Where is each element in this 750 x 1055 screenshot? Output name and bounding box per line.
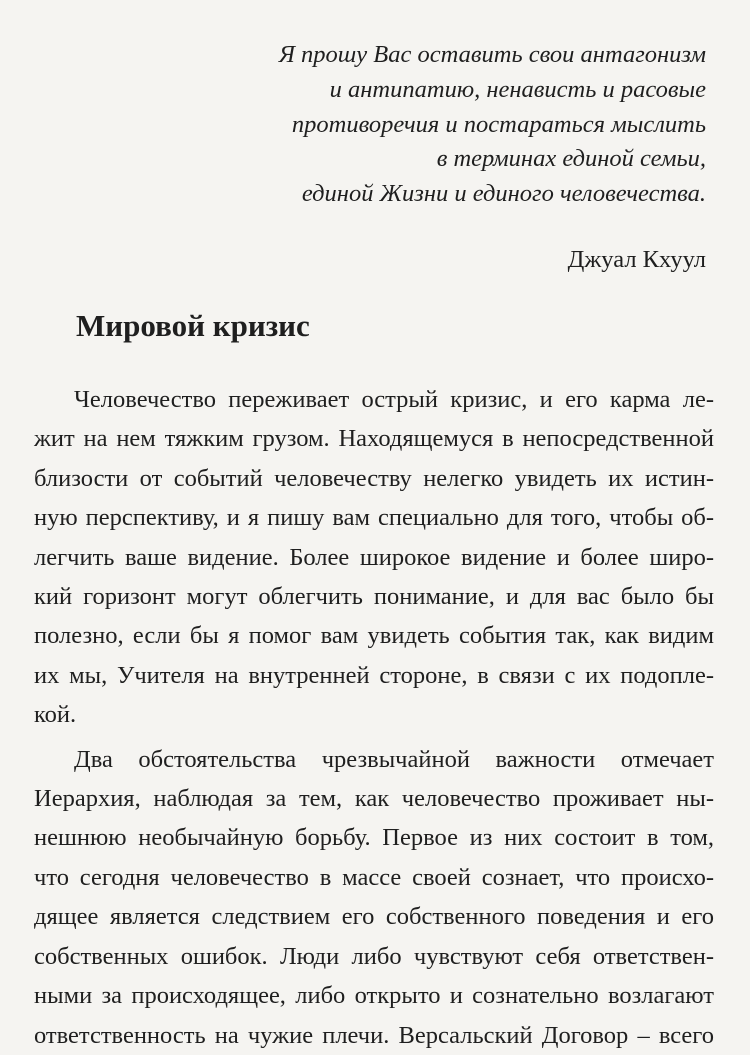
text-line: ными за происходящее, либо открыто и сознательно возлагают <box>34 982 714 1010</box>
text-line: легчить ваше видение. Более широкое видение и более широ- <box>34 543 714 571</box>
text-line: жит на нем тяжким грузом. Находящемуся в непосредственной <box>34 425 714 453</box>
text-line: что сегодня человечество в массе своей сознает, что происхо- <box>34 863 714 891</box>
paragraph <box>34 740 714 1055</box>
text-line: дящее является следствием его собственного поведения и его <box>34 903 714 931</box>
chapter-title: Мировой кризис <box>76 308 310 343</box>
text-line: кий горизонт могут облегчить понимание, и для вас было бы <box>34 583 714 611</box>
epigraph-author: Джуал Кхуул <box>567 246 706 273</box>
paragraph <box>34 380 714 735</box>
epigraph-line: противоречия и постараться мыслить <box>291 110 706 138</box>
body-text <box>34 380 714 1055</box>
text-line: собственных ошибок. Люди либо чувствуют себя ответствен- <box>34 942 714 970</box>
epigraph-line: Я прошу Вас оставить свои антагонизм <box>278 41 706 68</box>
text-line: Иерархия, наблюдая за тем, как человечество проживает ны- <box>34 785 714 813</box>
text-line: близости от событий человечеству нелегко увидеть их истин- <box>34 464 714 492</box>
epigraph-line: единой Жизни и единого человечества. <box>301 180 706 208</box>
text-line: полезно, если бы я помог вам увидеть события так, как видим <box>34 622 714 650</box>
text-line: ную перспективу, и я пишу вам специально для того, чтобы об- <box>34 504 714 532</box>
epigraph <box>186 38 706 212</box>
epigraph-line: в терминах единой семьи, <box>436 145 706 173</box>
text-line: их мы, Учителя на внутренней стороне, в связи с их подопле- <box>34 661 714 689</box>
text-line: Два обстоятельства чрезвычайной важности отмечает <box>74 745 714 773</box>
text-line: кой. <box>34 701 77 729</box>
text-line: ответственность на чужие плечи. Версальский Договор – всего <box>34 1021 714 1049</box>
text-line: нешнюю необычайную борьбу. Первое из них состоит в том, <box>34 824 714 852</box>
epigraph-line: и антипатию, ненависть и расовые <box>329 75 706 103</box>
text-line: Человечество переживает острый кризис, и его карма ле- <box>74 386 714 413</box>
